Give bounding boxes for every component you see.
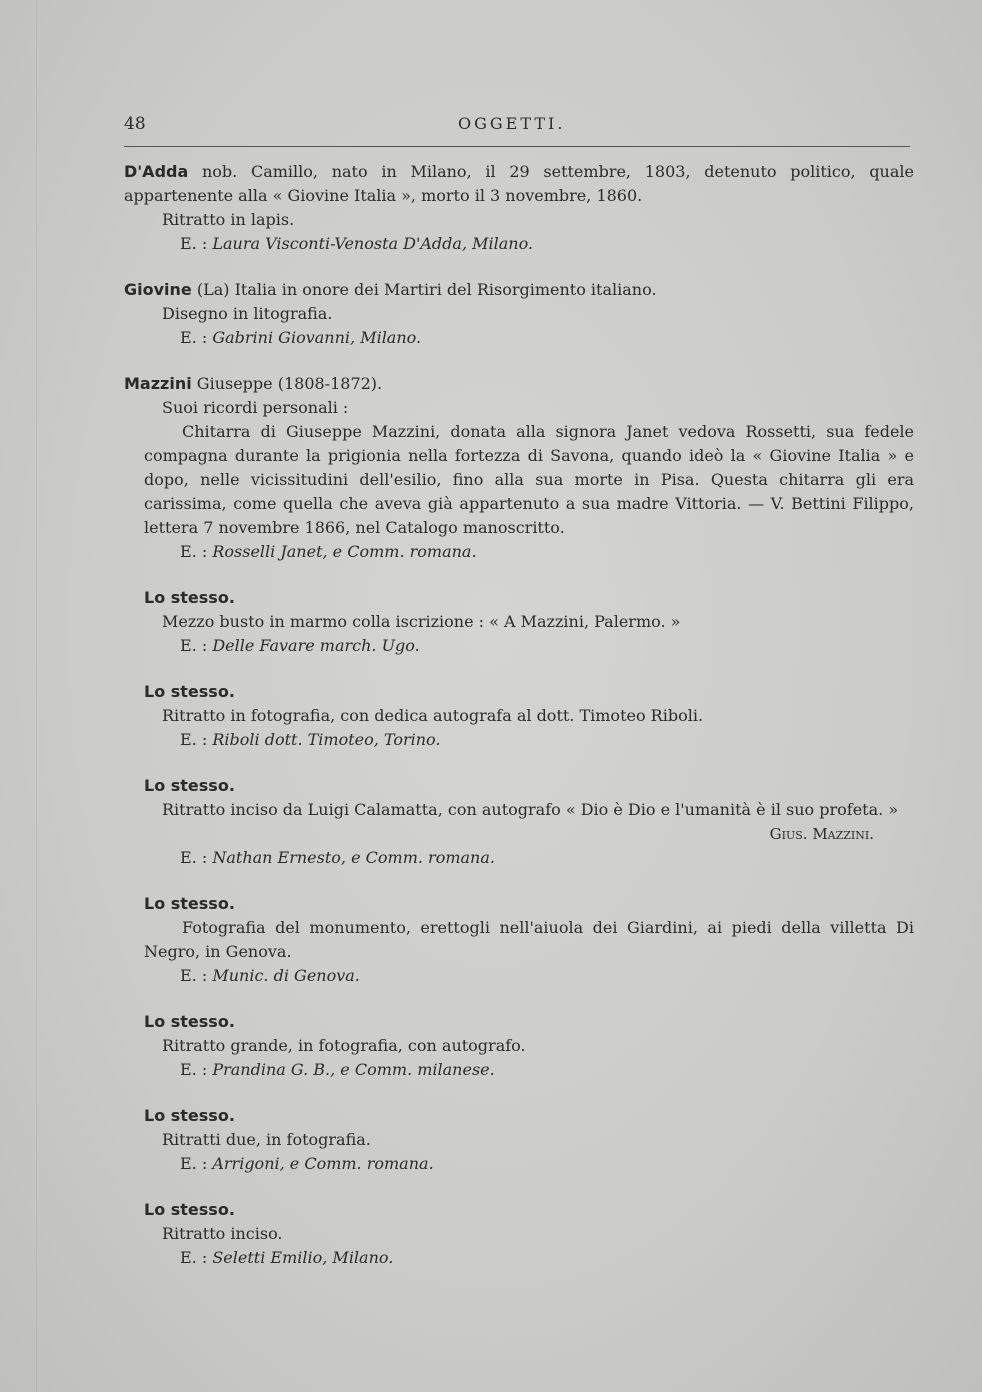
page-header [0, 110, 982, 140]
running-title: OGGETTI. [458, 114, 566, 133]
entry-description: Ritratto in fotografia, con dedica autografa al dott. Timoteo Riboli. [162, 706, 704, 725]
entry-owner: E. : Riboli dott. Timoteo, Torino. [180, 730, 441, 749]
entry-text: nob. Camillo, nato in Milano, il 29 settembre, 1803, detenuto politico, quale appartenente alla « Giovine Italia », morto il 3 novembre, 1860. [124, 162, 914, 205]
entry-name: Giovine [124, 280, 192, 299]
entry-description: Ritratto inciso da Luigi Calamatta, con autografo « Dio è Dio e l'umanità è il suo profeta. » [162, 800, 899, 819]
entry-description: Ritratti due, in fotografia. [162, 1130, 371, 1149]
entry-mazzini [124, 372, 914, 564]
page-number: 48 [124, 114, 146, 134]
entry-text: (La) Italia in onore dei Martiri del Risorgimento italiano. [196, 280, 657, 299]
entry-owner: E. : Prandina G. B., e Comm. milanese. [180, 1060, 495, 1079]
entry-text: Giuseppe (1808-1872). [196, 374, 383, 393]
entry-name: Lo stesso. [144, 776, 235, 795]
signature: Gius. Mazzini. [769, 825, 874, 843]
entry-name: Lo stesso. [144, 1200, 235, 1219]
entry-description: Ritratto grande, in fotografia, con autografo. [162, 1036, 526, 1055]
entry-name: Lo stesso. [144, 894, 235, 913]
page-crease [36, 0, 37, 1392]
entry-owner: E. : Gabrini Giovanni, Milano. [180, 328, 422, 347]
entry-description: Suoi ricordi personali : [162, 398, 349, 417]
entry-lo-stesso-7 [124, 1198, 914, 1270]
entry-owner: E. : Delle Favare march. Ugo. [180, 636, 420, 655]
entry-lo-stesso-2 [124, 680, 914, 752]
entry-name: Lo stesso. [144, 682, 235, 701]
entry-lo-stesso-1 [124, 586, 914, 658]
entry-paragraph: Chitarra di Giuseppe Mazzini, donata alla signora Janet vedova Rossetti, sua fedele compagna durante la prigionia nella fortezza di Savona, quando ideò la « Giovine Italia » e dopo, nelle vicissitudini dell'esilio, fino alla sua morte in Pisa. Questa chitarra gli era carissima, come quella che aveva già appartenuto a sua madre Vittoria. — V. Bettini Filippo, lettera 7 novembre 1866, nel Catalogo manoscritto. [144, 422, 914, 537]
entry-name: D'Adda [124, 162, 189, 181]
entry-owner: E. : Seletti Emilio, Milano. [180, 1248, 394, 1267]
entry-name: Lo stesso. [144, 1012, 235, 1031]
entry-description: Mezzo busto in marmo colla iscrizione : « A Mazzini, Palermo. » [162, 612, 681, 631]
entry-owner: E. : Laura Visconti-Venosta D'Adda, Milano. [180, 234, 534, 253]
entry-lo-stesso-6 [124, 1104, 914, 1176]
entry-description: Disegno in litografia. [162, 304, 333, 323]
entry-owner: E. : Arrigoni, e Comm. romana. [180, 1154, 434, 1173]
entry-description: Fotografia del monumento, erettogli nell'aiuola dei Giardini, ai piedi della villetta Di Negro, in Genova. [144, 918, 914, 961]
entry-name: Lo stesso. [144, 588, 235, 607]
entry-lo-stesso-4 [124, 892, 914, 988]
entry-owner: E. : Nathan Ernesto, e Comm. romana. [180, 848, 495, 867]
entry-lo-stesso-3 [124, 774, 914, 870]
entry-lo-stesso-5 [124, 1010, 914, 1082]
page-content [124, 160, 914, 1292]
entry-dadda [124, 160, 914, 256]
entry-name: Mazzini [124, 374, 192, 393]
entry-name: Lo stesso. [144, 1106, 235, 1125]
entry-description: Ritratto inciso. [162, 1224, 283, 1243]
entry-description: Ritratto in lapis. [162, 210, 295, 229]
entry-owner: E. : Munic. di Genova. [180, 966, 360, 985]
header-rule [124, 146, 910, 147]
entry-giovine [124, 278, 914, 350]
entry-owner: E. : Rosselli Janet, e Comm. romana. [180, 542, 477, 561]
